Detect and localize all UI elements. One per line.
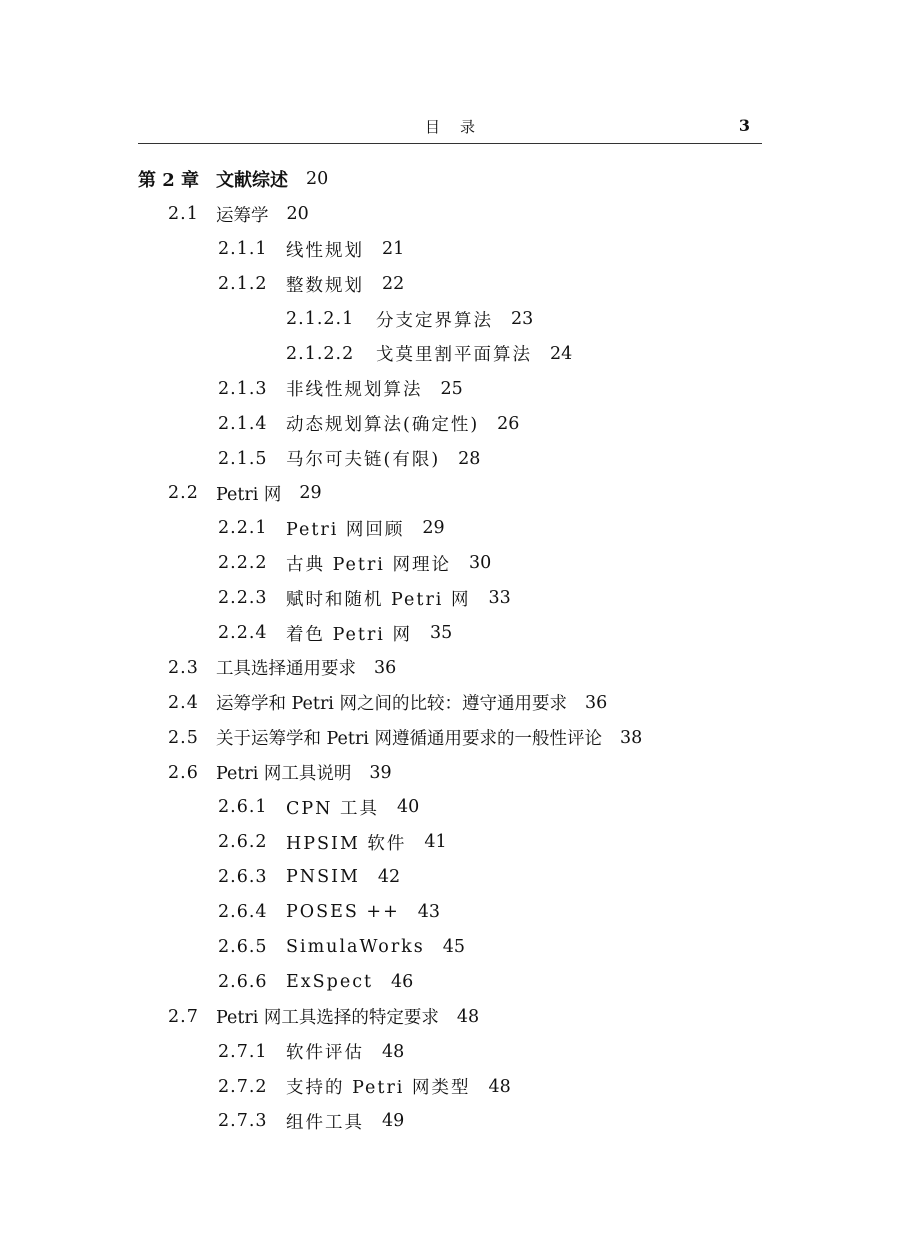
toc-entry-number: 2.7.3: [218, 1111, 268, 1132]
toc-entry-number: 2.3: [168, 657, 199, 678]
toc-entry-number: 2.2.4: [218, 623, 268, 644]
toc-entry[interactable]: [0, 162, 900, 197]
toc-entry[interactable]: [0, 685, 900, 720]
toc-entry-page: 36: [374, 657, 397, 678]
table-of-contents: [0, 162, 900, 1139]
toc-entry-page: 30: [468, 553, 492, 574]
toc-entry-title: 运筹学和 Petri 网之间的比较：遵守通用要求: [216, 694, 567, 715]
toc-entry[interactable]: [0, 825, 900, 860]
toc-entry-title: 组件工具: [286, 1112, 364, 1133]
toc-entry-title: 软件评估: [286, 1043, 364, 1064]
toc-entry[interactable]: [0, 581, 900, 616]
toc-entry-number: 2.2: [168, 483, 199, 504]
toc-entry-title: 赋时和随机 Petri 网: [286, 589, 471, 610]
toc-entry-title: 关于运筹学和 Petri 网遵循通用要求的一般性评论: [216, 729, 602, 750]
toc-entry-title: 工具选择通用要求: [216, 659, 356, 680]
toc-entry-number: 2.2.2: [218, 553, 268, 574]
toc-entry-title: 非线性规划算法: [286, 380, 423, 401]
toc-entry-title: HPSIM 软件: [286, 833, 407, 854]
toc-entry-title: 戈莫里割平面算法: [376, 345, 532, 366]
toc-entry-number: 2.6: [168, 762, 199, 783]
toc-entry-title: 文献综述: [216, 170, 288, 192]
toc-entry-number: 2.5: [168, 727, 199, 748]
toc-entry-page: 25: [440, 378, 463, 399]
toc-entry[interactable]: [0, 302, 900, 337]
toc-entry-page: 46: [391, 971, 414, 992]
toc-entry-number: 2.6.1: [218, 797, 268, 818]
toc-entry[interactable]: [0, 964, 900, 999]
toc-entry-page: 49: [382, 1111, 405, 1132]
toc-entry[interactable]: [0, 232, 900, 267]
toc-entry-page: 48: [456, 1006, 480, 1027]
toc-entry-page: 48: [382, 1041, 405, 1062]
toc-entry-page: 22: [382, 274, 405, 295]
toc-entry-page: 40: [397, 797, 420, 818]
toc-entry[interactable]: [0, 406, 900, 441]
toc-entry-page: 20: [286, 204, 309, 225]
toc-entry[interactable]: [0, 1034, 900, 1069]
toc-entry-number: 2.1.2.2: [286, 343, 355, 364]
toc-entry[interactable]: [0, 650, 900, 685]
toc-entry-title: SimulaWorks: [286, 937, 425, 958]
toc-entry[interactable]: [0, 267, 900, 302]
toc-entry-page: 21: [382, 239, 405, 260]
toc-entry-page: 23: [511, 309, 534, 329]
toc-entry-number: 2.1.4: [218, 413, 268, 434]
toc-entry-number: 2.1.2.1: [286, 309, 355, 329]
toc-entry-title: 马尔可夫链(有限): [286, 450, 441, 471]
toc-entry[interactable]: [0, 999, 900, 1034]
toc-entry-number: 2.1.3: [218, 378, 268, 399]
running-header-title: 目录: [424, 118, 495, 136]
toc-entry[interactable]: [0, 336, 900, 371]
toc-entry-title: 分支定界算法: [376, 310, 493, 331]
toc-entry-number: 2.2.1: [218, 518, 268, 539]
toc-entry[interactable]: [0, 476, 900, 511]
toc-entry-page: 45: [442, 937, 466, 958]
toc-entry[interactable]: [0, 930, 900, 965]
toc-entry-page: 28: [458, 448, 481, 469]
toc-entry-title: Petri 网回顾: [286, 519, 405, 540]
toc-entry-title: 线性规划: [286, 240, 364, 261]
toc-entry[interactable]: [0, 616, 900, 651]
toc-entry-page: 20: [306, 169, 329, 190]
toc-entry[interactable]: [0, 860, 900, 895]
toc-entry-title: POSES ++: [286, 902, 400, 923]
toc-entry-number: 2.6.6: [218, 971, 268, 992]
toc-entry-page: 43: [417, 902, 441, 923]
toc-entry[interactable]: [0, 371, 900, 406]
toc-entry-page: 41: [424, 832, 447, 853]
toc-entry-page: 24: [550, 343, 573, 364]
toc-entry-number: 2.6.3: [218, 867, 268, 888]
toc-entry-page: 35: [429, 623, 453, 644]
toc-entry-page: 48: [488, 1076, 511, 1097]
toc-entry-page: 38: [619, 727, 643, 748]
toc-entry[interactable]: [0, 720, 900, 755]
running-header: [138, 112, 762, 144]
toc-entry-page: 39: [369, 762, 392, 783]
toc-entry-page: 36: [584, 692, 608, 713]
toc-entry-number: 2.7: [168, 1006, 199, 1027]
toc-entry-title: 古典 Petri 网理论: [286, 554, 451, 575]
toc-entry-title: Petri 网工具说明: [216, 764, 352, 785]
toc-entry-title: 着色 Petri 网: [286, 624, 412, 645]
toc-entry[interactable]: [0, 1104, 900, 1139]
toc-entry-page: 29: [299, 483, 322, 504]
toc-entry-number: 2.1.2: [218, 274, 268, 295]
toc-entry[interactable]: [0, 790, 900, 825]
toc-entry-number: 2.2.3: [218, 588, 268, 609]
toc-entry-number: 2.6.4: [218, 902, 268, 923]
toc-entry-title: Petri 网工具选择的特定要求: [216, 1008, 439, 1029]
toc-entry-page: 33: [488, 588, 511, 609]
toc-entry-number: 第 2 章: [138, 170, 200, 192]
toc-entry-page: 42: [377, 867, 401, 888]
toc-entry[interactable]: [0, 755, 900, 790]
toc-entry-page: 29: [422, 518, 445, 539]
toc-entry[interactable]: [0, 511, 900, 546]
toc-entry[interactable]: [0, 546, 900, 581]
toc-entry-number: 2.1.1: [218, 239, 268, 260]
toc-entry-title: Petri 网: [216, 484, 282, 505]
toc-entry-title: 整数规划: [286, 275, 364, 296]
toc-entry-title: 支持的 Petri 网类型: [286, 1078, 471, 1099]
toc-entry[interactable]: [0, 441, 900, 476]
toc-entry-title: 运筹学: [216, 205, 269, 226]
toc-entry-title: PNSIM: [286, 867, 360, 888]
toc-entry-number: 2.6.5: [218, 937, 268, 958]
toc-entry-number: 2.6.2: [218, 832, 268, 853]
toc-entry-title: 动态规划算法(确定性): [286, 415, 480, 436]
toc-entry-title: CPN 工具: [286, 798, 380, 819]
toc-entry[interactable]: [0, 1069, 900, 1104]
toc-entry-number: 2.4: [168, 692, 199, 713]
toc-entry[interactable]: [0, 197, 900, 232]
page-number: 3: [738, 116, 750, 135]
toc-entry-number: 2.1.5: [218, 448, 268, 469]
toc-entry-number: 2.7.2: [218, 1076, 268, 1097]
toc-entry-title: ExSpect: [286, 971, 374, 992]
toc-entry-number: 2.1: [168, 204, 199, 225]
toc-entry[interactable]: [0, 895, 900, 930]
toc-entry-page: 26: [497, 413, 520, 434]
toc-entry-number: 2.7.1: [218, 1041, 268, 1062]
